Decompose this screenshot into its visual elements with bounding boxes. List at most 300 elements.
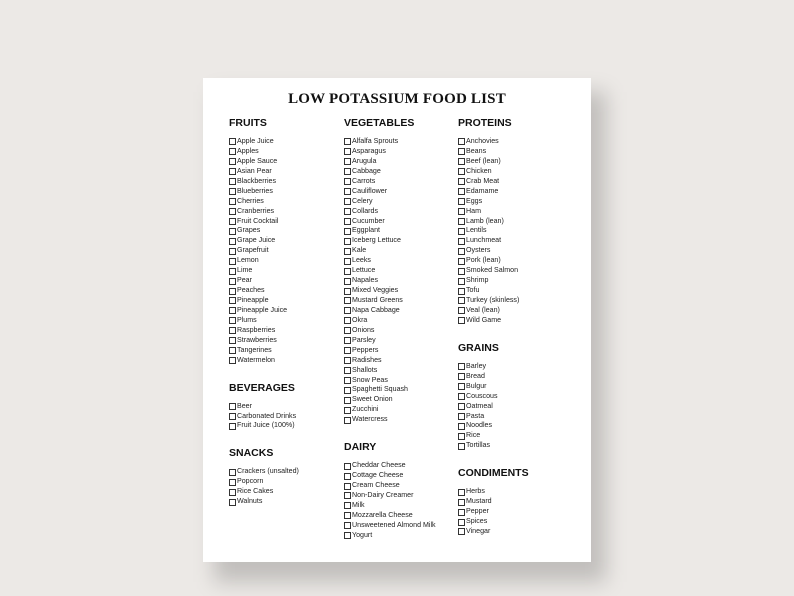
checkbox-icon[interactable] — [458, 383, 465, 390]
checkbox-icon[interactable] — [344, 377, 351, 384]
checkbox-icon[interactable] — [344, 158, 351, 165]
checkbox-icon[interactable] — [344, 463, 351, 470]
item-label: Unsweetened Almond Milk — [352, 520, 436, 529]
item-label: Tofu — [466, 286, 480, 295]
checklist-item — [344, 167, 456, 177]
checklist-item — [344, 157, 456, 167]
checklist — [344, 461, 456, 541]
item-label: Lamb (lean) — [466, 216, 504, 225]
checkbox-icon[interactable] — [229, 158, 236, 165]
checkbox-icon[interactable] — [458, 288, 465, 295]
checklist-item — [229, 296, 341, 306]
checkbox-icon[interactable] — [458, 228, 465, 235]
item-label: Asian Pear — [237, 166, 272, 175]
checklist-item — [344, 296, 456, 306]
checkbox-icon[interactable] — [344, 407, 351, 414]
checkbox-icon[interactable] — [458, 413, 465, 420]
item-label: Blueberries — [237, 186, 273, 195]
item-label: Radishes — [352, 355, 382, 364]
item-label: Popcorn — [237, 477, 264, 486]
item-label: Pepper — [466, 507, 489, 516]
section-spacer — [344, 425, 456, 440]
checkbox-icon[interactable] — [344, 532, 351, 539]
checkbox-icon[interactable] — [458, 268, 465, 275]
page-title: LOW POTASSIUM FOOD LIST — [288, 91, 506, 107]
checkbox-icon[interactable] — [229, 148, 236, 155]
section-heading-fruits: FRUITS — [229, 117, 267, 129]
checklist-item — [458, 197, 570, 207]
checkbox-icon[interactable] — [458, 178, 465, 185]
checkbox-icon[interactable] — [344, 307, 351, 314]
checklist-item — [458, 412, 570, 422]
checkbox-icon[interactable] — [458, 519, 465, 526]
checklist-item — [229, 306, 341, 316]
checkbox-icon[interactable] — [229, 228, 236, 235]
checkbox-icon[interactable] — [344, 327, 351, 334]
checklist-item — [458, 362, 570, 372]
checkbox-icon[interactable] — [458, 238, 465, 245]
checklist-item — [458, 276, 570, 286]
checkbox-icon[interactable] — [458, 258, 465, 265]
checkbox-icon[interactable] — [344, 357, 351, 364]
checkbox-icon[interactable] — [344, 278, 351, 285]
checkbox-icon[interactable] — [344, 473, 351, 480]
checklist-item — [458, 226, 570, 236]
checkbox-icon[interactable] — [458, 208, 465, 215]
item-label: Watermelon — [237, 355, 275, 364]
checkbox-icon[interactable] — [344, 367, 351, 374]
checklist-item — [229, 177, 341, 187]
checkbox-icon[interactable] — [344, 317, 351, 324]
checklist-item — [344, 461, 456, 471]
item-label: Tangerines — [237, 345, 272, 354]
item-label: Beans — [466, 146, 487, 155]
checklist-item — [344, 147, 456, 157]
item-label: Spaghetti Squash — [352, 385, 409, 394]
checklist-item — [344, 197, 456, 207]
section-spacer — [229, 366, 341, 381]
item-label: Snow Peas — [352, 375, 388, 384]
checklist-item — [458, 487, 570, 497]
section-heading-vegetables: VEGETABLES — [344, 117, 415, 129]
checklist — [229, 137, 341, 366]
checkbox-icon[interactable] — [458, 297, 465, 304]
checkbox-icon[interactable] — [229, 317, 236, 324]
column-3 — [458, 116, 570, 537]
checklist-item — [229, 412, 341, 422]
checklist-item — [229, 187, 341, 197]
checkbox-icon[interactable] — [344, 417, 351, 424]
checklist-item — [458, 177, 570, 187]
checklist-item — [458, 286, 570, 296]
item-label: Fruit Juice (100%) — [237, 421, 295, 430]
checklist-item — [344, 346, 456, 356]
item-label: Apple Sauce — [237, 156, 278, 165]
checkbox-icon[interactable] — [229, 479, 236, 486]
item-label: Mustard Greens — [352, 296, 403, 304]
section-spacer — [458, 326, 570, 341]
checkbox-icon[interactable] — [229, 347, 236, 354]
checklist-item — [458, 246, 570, 256]
checklist — [458, 362, 570, 451]
checklist-item — [344, 491, 456, 501]
checkbox-icon[interactable] — [344, 483, 351, 490]
checkbox-icon[interactable] — [229, 413, 236, 420]
item-label: Strawberries — [237, 335, 277, 344]
checklist-item — [458, 236, 570, 246]
item-label: Beef (lean) — [466, 156, 501, 165]
checkbox-icon[interactable] — [458, 198, 465, 205]
checkbox-icon[interactable] — [458, 278, 465, 285]
item-label: Cabbage — [352, 166, 381, 175]
item-label: Yogurt — [352, 530, 373, 539]
checkbox-icon[interactable] — [344, 208, 351, 215]
item-label: Lettuce — [352, 266, 376, 275]
item-label: Peppers — [352, 345, 379, 354]
checkbox-icon[interactable] — [229, 297, 236, 304]
checklist-item — [344, 405, 456, 415]
checklist-item — [344, 501, 456, 511]
checklist-item — [344, 137, 456, 147]
item-label: Onions — [352, 325, 375, 334]
checklist-item — [229, 157, 341, 167]
item-label: Wild Game — [466, 315, 502, 324]
item-label: Mustard — [466, 497, 492, 506]
checkbox-icon[interactable] — [458, 393, 465, 400]
checklist-item — [458, 441, 570, 451]
checklist-item — [229, 477, 341, 487]
checkbox-icon[interactable] — [229, 258, 236, 265]
checklist-item — [344, 226, 456, 236]
checklist-item — [344, 187, 456, 197]
checklist-item — [344, 511, 456, 521]
checklist-item — [344, 236, 456, 246]
item-label: Couscous — [466, 391, 498, 400]
checkbox-icon[interactable] — [344, 337, 351, 344]
checklist-item — [344, 366, 456, 376]
checkbox-icon[interactable] — [229, 268, 236, 275]
checklist-item — [458, 187, 570, 197]
checkbox-icon[interactable] — [344, 502, 351, 509]
checklist — [229, 467, 341, 507]
checkbox-icon[interactable] — [344, 188, 351, 195]
item-label: Pasta — [466, 411, 485, 420]
checklist-item — [344, 326, 456, 336]
checklist-item — [458, 382, 570, 392]
section-spacer — [458, 451, 570, 466]
item-label: Asparagus — [352, 146, 386, 155]
item-label: Peaches — [237, 286, 265, 295]
checklist-item — [458, 497, 570, 507]
checkbox-icon[interactable] — [458, 528, 465, 535]
section-heading-dairy: DAIRY — [344, 441, 377, 454]
checklist — [458, 137, 570, 326]
item-label: Sweet Onion — [352, 395, 393, 404]
checklist-item — [229, 276, 341, 286]
item-label: Grape Juice — [237, 236, 276, 245]
checklist-item — [344, 256, 456, 266]
checkbox-icon[interactable] — [458, 489, 465, 496]
checklist-item — [458, 167, 570, 177]
item-label: Shallots — [352, 365, 378, 374]
checkbox-icon[interactable] — [344, 178, 351, 185]
checklist-item — [229, 226, 341, 236]
checklist-item — [344, 471, 456, 481]
checkbox-icon[interactable] — [344, 228, 351, 235]
checkbox-icon[interactable] — [229, 168, 236, 175]
checklist-item — [458, 256, 570, 266]
section-heading-beverages: BEVERAGES — [229, 381, 295, 394]
checklist-item — [229, 336, 341, 346]
section-heading-proteins: PROTEINS — [458, 117, 512, 129]
item-label: Collards — [352, 206, 379, 215]
section-heading-snacks: SNACKS — [229, 447, 274, 460]
checkbox-icon[interactable] — [344, 258, 351, 265]
checkbox-icon[interactable] — [344, 288, 351, 295]
checkbox-icon[interactable] — [229, 188, 236, 195]
checkbox-icon[interactable] — [458, 188, 465, 195]
item-label: Edamame — [466, 186, 499, 195]
checkbox-icon[interactable] — [229, 198, 236, 205]
item-label: Blackberries — [237, 176, 277, 185]
item-label: Pear — [237, 276, 252, 285]
item-label: Lime — [237, 266, 253, 275]
checkbox-icon[interactable] — [458, 363, 465, 370]
checklist-item — [229, 497, 341, 507]
item-label: Noodles — [466, 421, 493, 430]
checklist-item — [344, 376, 456, 386]
checklist-item — [229, 326, 341, 336]
checklist-item — [229, 137, 341, 147]
checklist-item — [229, 286, 341, 296]
item-label: Napa Cabbage — [352, 305, 400, 314]
checkbox-icon[interactable] — [344, 198, 351, 205]
checklist-item — [229, 487, 341, 497]
item-label: Lemon — [237, 256, 259, 265]
checklist-item — [344, 246, 456, 256]
checkbox-icon[interactable] — [344, 238, 351, 245]
item-label: Carbonated Drinks — [237, 411, 297, 420]
checkbox-icon[interactable] — [344, 492, 351, 499]
item-label: Celery — [352, 196, 373, 205]
checklist-item — [344, 481, 456, 491]
section-spacer — [229, 431, 341, 446]
checklist-item — [344, 521, 456, 531]
checklist-item — [344, 217, 456, 227]
checkbox-icon[interactable] — [458, 138, 465, 145]
checkbox-icon[interactable] — [229, 327, 236, 334]
checkbox-icon[interactable] — [229, 499, 236, 506]
checklist-item — [458, 217, 570, 227]
item-label: Anchovies — [466, 137, 499, 145]
item-label: Eggplant — [352, 226, 381, 235]
item-label: Carrots — [352, 176, 376, 185]
checkbox-icon[interactable] — [458, 148, 465, 155]
checklist-item — [229, 167, 341, 177]
item-label: Oysters — [466, 246, 491, 255]
item-label: Ham — [466, 206, 481, 215]
item-label: Raspberries — [237, 325, 276, 334]
checkbox-icon[interactable] — [458, 423, 465, 430]
checkbox-icon[interactable] — [229, 288, 236, 295]
checkbox-icon[interactable] — [344, 248, 351, 255]
checkbox-icon[interactable] — [229, 403, 236, 410]
checkbox-icon[interactable] — [229, 469, 236, 476]
checklist-item — [229, 236, 341, 246]
checklist-item — [344, 316, 456, 326]
item-label: Veal (lean) — [466, 305, 500, 314]
checklist-item — [458, 421, 570, 431]
item-label: Mozzarella Cheese — [352, 510, 413, 519]
item-label: Watercress — [352, 415, 388, 424]
checklist-item — [229, 346, 341, 356]
item-label: Zucchini — [352, 405, 379, 414]
checklist-item — [229, 356, 341, 366]
item-label: Crackers (unsalted) — [237, 467, 299, 476]
item-label: Cucumber — [352, 216, 385, 225]
checkbox-icon[interactable] — [458, 433, 465, 440]
checkbox-icon[interactable] — [229, 178, 236, 185]
checkbox-icon[interactable] — [229, 208, 236, 215]
item-label: Lunchmeat — [466, 236, 502, 245]
checkbox-icon[interactable] — [344, 387, 351, 394]
checkbox-icon[interactable] — [458, 317, 465, 324]
checkbox-icon[interactable] — [344, 397, 351, 404]
item-label: Lentils — [466, 226, 487, 235]
checklist-item — [344, 356, 456, 366]
checkbox-icon[interactable] — [458, 509, 465, 516]
checklist-item — [229, 217, 341, 227]
item-label: Napales — [352, 276, 379, 285]
checkbox-icon[interactable] — [229, 218, 236, 225]
checkbox-icon[interactable] — [344, 268, 351, 275]
item-label: Crab Meat — [466, 176, 500, 185]
checkbox-icon[interactable] — [458, 307, 465, 314]
item-label: Walnuts — [237, 497, 263, 506]
checklist — [344, 137, 456, 425]
checklist-item — [344, 276, 456, 286]
checkbox-icon[interactable] — [229, 138, 236, 145]
checkbox-icon[interactable] — [229, 238, 236, 245]
checklist — [458, 487, 570, 537]
checklist-item — [229, 316, 341, 326]
item-label: Iceberg Lettuce — [352, 236, 401, 245]
checklist-item — [344, 531, 456, 541]
item-label: Herbs — [466, 487, 485, 496]
column-1 — [229, 116, 341, 507]
checkbox-icon[interactable] — [229, 489, 236, 496]
checkbox-icon[interactable] — [458, 218, 465, 225]
checkbox-icon[interactable] — [229, 278, 236, 285]
item-label: Cottage Cheese — [352, 471, 404, 480]
checklist-item — [229, 402, 341, 412]
checklist-item — [458, 372, 570, 382]
checklist-item — [229, 467, 341, 477]
item-label: Cream Cheese — [352, 481, 400, 490]
checkbox-icon[interactable] — [344, 148, 351, 155]
checklist-item — [229, 266, 341, 276]
checklist-item — [458, 431, 570, 441]
checklist-item — [344, 336, 456, 346]
checklist-item — [344, 395, 456, 405]
checklist-item — [458, 207, 570, 217]
item-label: Rice Cakes — [237, 487, 274, 496]
checklist-item — [458, 316, 570, 326]
item-label: Grapefruit — [237, 246, 269, 255]
checkbox-icon[interactable] — [458, 403, 465, 410]
section-heading-condiments: CONDIMENTS — [458, 467, 529, 480]
item-label: Eggs — [466, 196, 483, 205]
column-2 — [344, 116, 456, 541]
checkbox-icon[interactable] — [344, 512, 351, 519]
item-label: Apple Juice — [237, 137, 274, 145]
checkbox-icon[interactable] — [229, 357, 236, 364]
item-label: Cherries — [237, 196, 264, 205]
item-label: Chicken — [466, 166, 492, 175]
checklist-item — [229, 197, 341, 207]
item-label: Pineapple — [237, 296, 269, 304]
checkbox-icon[interactable] — [458, 168, 465, 175]
checkbox-icon[interactable] — [458, 158, 465, 165]
item-label: Okra — [352, 315, 368, 324]
item-label: Pork (lean) — [466, 256, 501, 265]
checklist-item — [458, 392, 570, 402]
checkbox-icon[interactable] — [458, 373, 465, 380]
item-label: Beer — [237, 401, 252, 410]
checkbox-icon[interactable] — [458, 499, 465, 506]
checkbox-icon[interactable] — [229, 337, 236, 344]
item-label: Alfalfa Sprouts — [352, 137, 399, 145]
checklist-item — [229, 147, 341, 157]
item-label: Non-Dairy Creamer — [352, 491, 414, 499]
checklist-item — [229, 256, 341, 266]
item-label: Smoked Salmon — [466, 266, 519, 275]
section-heading-grains: GRAINS — [458, 341, 499, 354]
checkbox-icon[interactable] — [458, 248, 465, 255]
checkbox-icon[interactable] — [344, 218, 351, 225]
item-label: Pineapple Juice — [237, 305, 288, 314]
item-label: Shrimp — [466, 276, 489, 285]
checklist-item — [344, 286, 456, 296]
checkbox-icon[interactable] — [344, 297, 351, 304]
item-label: Kale — [352, 246, 367, 255]
item-label: Cranberries — [237, 206, 275, 215]
checkbox-icon[interactable] — [458, 443, 465, 450]
item-label: Apples — [237, 146, 259, 155]
checklist-item — [458, 266, 570, 276]
checkbox-icon[interactable] — [229, 423, 236, 430]
checklist-item — [229, 207, 341, 217]
item-label: Turkey (skinless) — [466, 296, 520, 304]
item-label: Milk — [352, 500, 365, 509]
checkbox-icon[interactable] — [344, 138, 351, 145]
checklist-item — [458, 147, 570, 157]
checkbox-icon[interactable] — [229, 248, 236, 255]
item-label: Cauliflower — [352, 186, 388, 195]
checklist-item — [344, 266, 456, 276]
checkbox-icon[interactable] — [344, 347, 351, 354]
checkbox-icon[interactable] — [344, 168, 351, 175]
item-label: Fruit Cocktail — [237, 216, 279, 225]
checklist-item — [458, 527, 570, 537]
checkbox-icon[interactable] — [229, 307, 236, 314]
item-label: Plums — [237, 315, 257, 324]
checkbox-icon[interactable] — [344, 522, 351, 529]
checklist-item — [458, 402, 570, 412]
checklist — [229, 402, 341, 432]
checklist-item — [458, 157, 570, 167]
item-label: Tortillas — [466, 441, 491, 450]
